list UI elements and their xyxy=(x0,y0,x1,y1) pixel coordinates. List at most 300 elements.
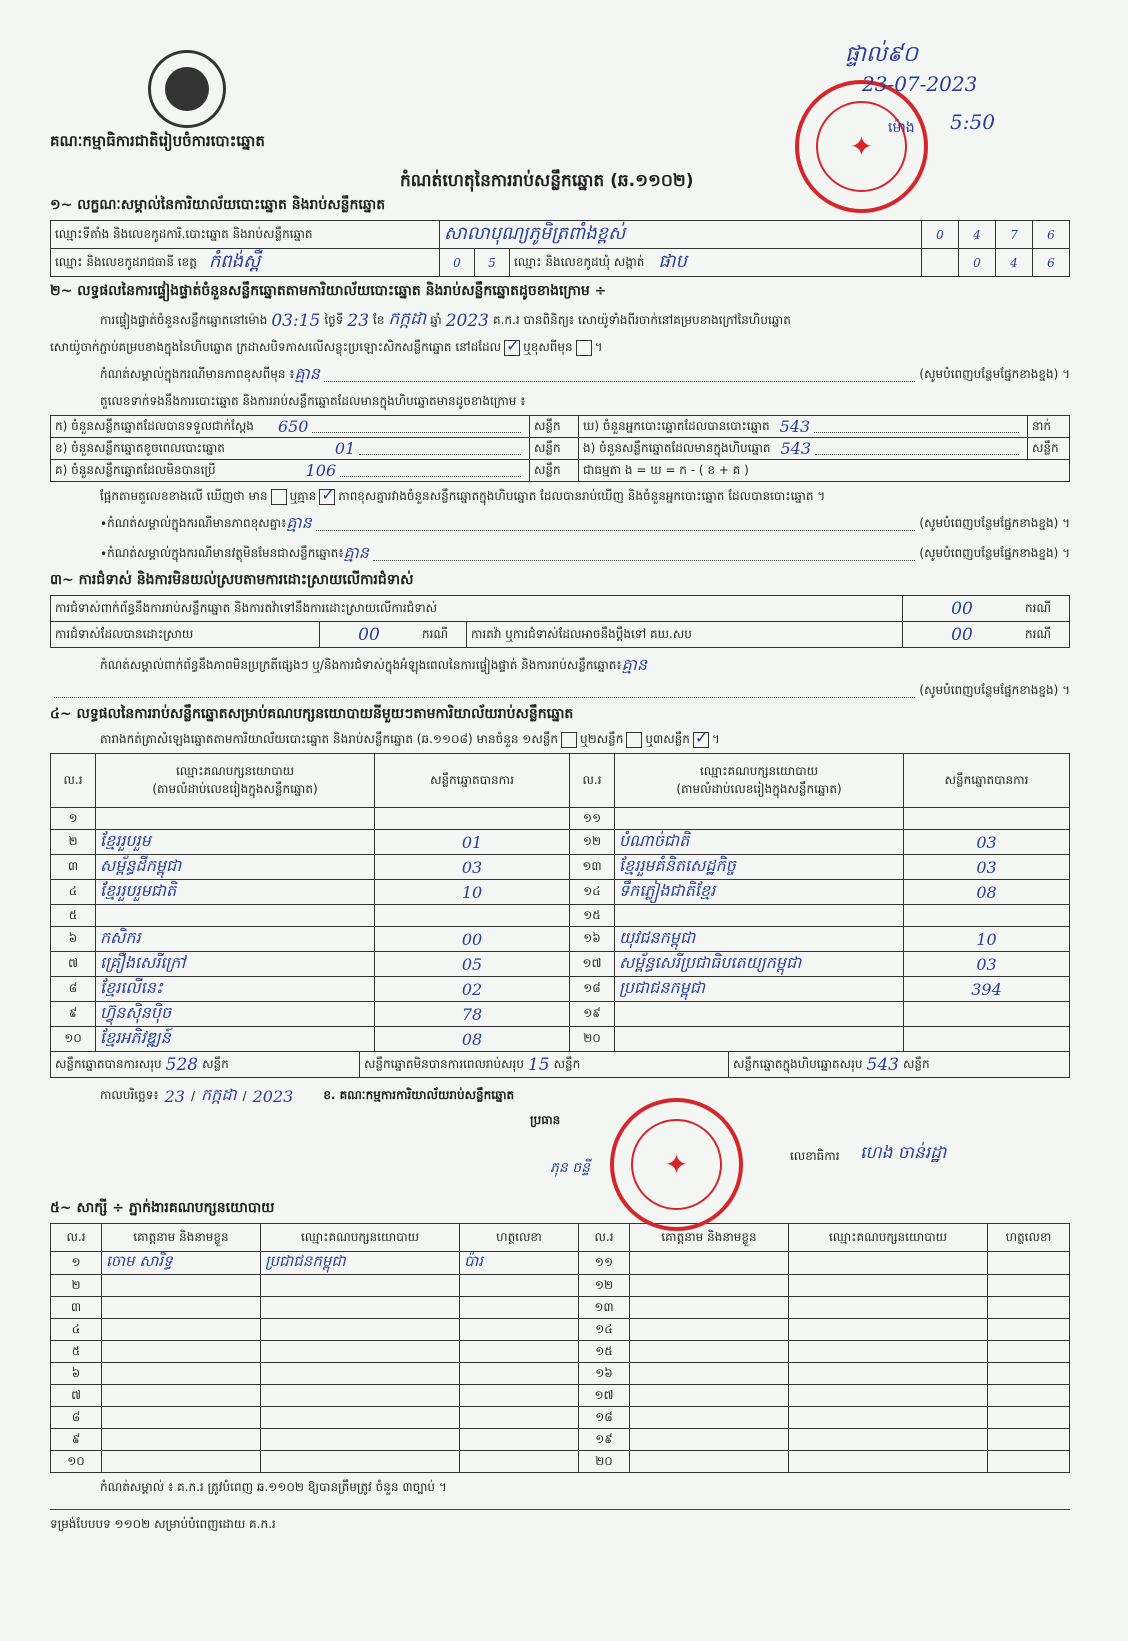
compare-text-end: ភាពខុសគ្នារវាងចំនួនសន្លឹកឆ្នោតក្នុងហិបឆ្នោត ដែលបានរាប់ឃើញ និងចំនួនអ្នកបោះឆ្នោត ដែលបានបោះឆ្នោត ។ xyxy=(338,489,826,503)
objection-value: 00 xyxy=(903,596,1022,622)
chair-name: ភុន ចន្ទី xyxy=(550,1160,590,1176)
party-name: ខ្មែររួមគំនិតសេដ្ឋកិច្ច xyxy=(615,855,904,880)
witness-name xyxy=(630,1363,789,1385)
party-no: ១០ xyxy=(51,1027,96,1052)
total-valid-value: 528 xyxy=(165,1054,199,1075)
verification-line xyxy=(50,308,1070,333)
diff-remark-label: កំណត់សម្គាល់ក្នុងករណីមានភាពខុសគ្នា៖ xyxy=(107,516,287,530)
table-row xyxy=(51,1252,1070,1275)
irregular-note-fill xyxy=(50,682,1070,700)
party-votes: 03 xyxy=(375,855,570,880)
figures-intro: តួលេខទាក់ទងនឹងការបោះឆ្នោត និងការរាប់សន្លឹកឆ្នោតដែលមានក្នុងហិបឆ្នោតមានដូចខាងក្រោម ៖ xyxy=(100,394,526,408)
signature-area xyxy=(50,1108,1070,1198)
party-no: ១៩ xyxy=(570,1002,615,1027)
witness-no: ៨ xyxy=(51,1407,102,1429)
table-row xyxy=(51,1385,1070,1407)
total-box-value: 543 xyxy=(866,1054,899,1075)
box-value: 543 xyxy=(780,439,812,458)
witness-party xyxy=(789,1451,988,1473)
witness-no: ១៥ xyxy=(579,1341,630,1363)
table-row xyxy=(51,808,1070,830)
stamp-emblem-icon: ✦ xyxy=(664,1148,689,1181)
appeal-value: 00 xyxy=(903,622,1022,648)
witness-signature xyxy=(460,1429,579,1451)
col-name: គោត្តនាម និងនាមខ្លួន xyxy=(102,1224,261,1252)
party-name xyxy=(96,808,375,830)
witness-party xyxy=(789,1275,988,1297)
witness-party xyxy=(261,1275,460,1297)
witness-no: ៧ xyxy=(51,1385,102,1407)
sign-date-line: កាលបរិច្ឆេទ៖ 23 / កក្កដា / 2023 ខ. គណៈកម្មការការិយាល័យរាប់សន្លឹកឆ្នោត xyxy=(50,1084,1070,1108)
total-valid-unit: សន្លឹក xyxy=(202,1056,229,1071)
diff-note-label: កំណត់សម្គាល់ក្នុងករណីមានភាពខុសពីមុន ៖ xyxy=(100,367,295,381)
committee-stamp xyxy=(610,1098,743,1231)
col-no: ល.រ xyxy=(570,754,615,808)
witness-no: ៩ xyxy=(51,1429,102,1451)
party-name: ខ្មែរលើនេះ xyxy=(96,977,375,1002)
party-name: ខ្មែរអភិវឌ្ឍន៍ xyxy=(96,1027,375,1052)
different-text: ឬខុសពីមុន xyxy=(523,340,573,354)
party-name: ខ្មែររួបរួម xyxy=(96,830,375,855)
witness-party xyxy=(261,1363,460,1385)
witness-signature xyxy=(988,1429,1070,1451)
party-no: ១ xyxy=(51,808,96,830)
witness-table xyxy=(50,1223,1070,1473)
table-row xyxy=(51,1451,1070,1473)
party-no: ១៥ xyxy=(570,905,615,927)
witness-party xyxy=(261,1385,460,1407)
col-no: ល.រ xyxy=(579,1224,630,1252)
location-code-digit: 4 xyxy=(959,221,996,249)
witness-no: ១២ xyxy=(579,1275,630,1297)
witness-no: ១ xyxy=(51,1252,102,1275)
table-row xyxy=(51,1363,1070,1385)
commune-value: ផាប xyxy=(658,251,687,272)
resolved-unit: ករណី xyxy=(418,622,467,648)
verification-day: 23 xyxy=(347,310,370,331)
witness-name xyxy=(102,1341,261,1363)
witness-name xyxy=(630,1429,789,1451)
party-name xyxy=(615,1002,904,1027)
one-sheet-checkbox[interactable] xyxy=(561,732,577,748)
appeal-unit: ករណី xyxy=(1021,622,1070,648)
witness-no: ១៣ xyxy=(579,1297,630,1319)
witness-party xyxy=(789,1297,988,1319)
seal-text: សោយ៉ូចាក់ភ្ជាប់គម្របខាងក្នុងនៃហិបឆ្នោត ក្រដាសបិទភាសលើសន្លុះប្រឡោះសិកសន្លឹកឆ្នោត នៅដដែល xyxy=(50,340,502,354)
party-name xyxy=(615,905,904,927)
total-box-unit: សន្លឹក xyxy=(902,1056,930,1071)
fill-hint: (សូមបំពេញបន្ថែមផ្នែកខាងខ្នង) ។ xyxy=(919,516,1070,530)
form-title: កំណត់ហេតុនៃការរាប់សន្លឹកឆ្នោត (ឆ.១១០២) xyxy=(400,171,694,191)
witness-signature xyxy=(460,1297,579,1319)
received-unit: សន្លឹក xyxy=(530,416,579,438)
witness-name: ចោម សារិទ្ធ xyxy=(102,1252,261,1275)
table-row xyxy=(51,977,1070,1002)
witness-name xyxy=(102,1451,261,1473)
party-no: ៧ xyxy=(51,952,96,977)
section2-heading: ២~ លទ្ធផលនៃការផ្ទៀងផ្ទាត់ចំនួនសន្លឹកឆ្នោតតាមការិយាល័យបោះឆ្នោត និងរាប់សន្លឹកឆ្នោតដូចខាងក្រោម ÷ xyxy=(50,283,607,299)
witness-signature xyxy=(460,1341,579,1363)
diff-note-line xyxy=(50,363,1070,387)
party-no: ១៨ xyxy=(570,977,615,1002)
table-row xyxy=(51,1319,1070,1341)
col-party-sub: (តាមលំដាប់លេខរៀងក្នុងសន្លឹកឆ្នោត) xyxy=(676,781,842,796)
party-no: ៦ xyxy=(51,927,96,952)
witness-party xyxy=(789,1363,988,1385)
spoiled-label: ខ) ចំនួនសន្លឹកឆ្នោតខូចពេលបោះឆ្នោត xyxy=(55,440,225,455)
no-diff-text: ឬគ្មាន xyxy=(289,489,317,503)
witness-name xyxy=(102,1429,261,1451)
objection-unit: ករណី xyxy=(1021,596,1070,622)
total-box-label: សន្លឹកឆ្នោតក្នុងហិបឆ្នោតសរុប xyxy=(733,1056,863,1071)
verification-year: 2023 xyxy=(445,310,489,331)
party-votes xyxy=(904,808,1070,830)
party-no: ៥ xyxy=(51,905,96,927)
total-invalid-value: 15 xyxy=(527,1054,550,1075)
witness-signature xyxy=(988,1297,1070,1319)
province-label: ឈ្មោះ និងលេខកូដរាជធានី ខេត្ត xyxy=(55,254,197,269)
party-votes: 03 xyxy=(904,830,1070,855)
witness-signature xyxy=(460,1451,579,1473)
party-votes xyxy=(375,905,570,927)
unused-value: 106 xyxy=(305,461,337,480)
province-value: កំពង់ស្ពឺ xyxy=(208,251,261,272)
party-no: ២ xyxy=(51,830,96,855)
witness-signature xyxy=(460,1275,579,1297)
party-name: បំណាច់ជាតិ xyxy=(615,830,904,855)
party-votes: 10 xyxy=(904,927,1070,952)
form-note: ទម្រង់បែបបទ ១១០២ សម្រាប់បំពេញដោយ គ.ក.រ xyxy=(50,1517,276,1531)
stamp-emblem-icon: ✦ xyxy=(849,130,874,163)
sheets-line xyxy=(50,731,1070,749)
verification-month: កក្កដា xyxy=(388,309,427,329)
province-code-digit: 5 xyxy=(475,249,510,277)
fill-hint: (សូមបំពេញបន្ថែមផ្នែកខាងខ្នង) ។ xyxy=(919,367,1070,381)
col-votes: សន្លឹកឆ្នោតបានការ xyxy=(904,754,1070,808)
col-party: ឈ្មោះគណបក្សនយោបាយ xyxy=(789,1224,988,1252)
section3-heading: ៣~ ការជំទាស់ និងការមិនយល់ស្របតាមការដោះស្រាយលើការជំទាស់ xyxy=(50,572,414,588)
commune-label: ឈ្មោះ និងលេខកូដឃុំ សង្កាត់ xyxy=(514,254,645,269)
diff-note-value: គ្មាន xyxy=(294,364,320,383)
witness-signature xyxy=(460,1407,579,1429)
witness-signature: ប៉ារ xyxy=(460,1252,579,1275)
col-party-sub: (តាមលំដាប់លេខរៀងក្នុងសន្លឹកឆ្នោត) xyxy=(152,781,318,796)
witness-name xyxy=(102,1297,261,1319)
witness-name xyxy=(630,1451,789,1473)
received-stamp-time: 5:50 xyxy=(950,110,995,134)
party-votes xyxy=(904,1027,1070,1052)
figures-table xyxy=(50,415,1070,482)
party-name xyxy=(615,808,904,830)
fill-hint: (សូមបំពេញបន្ថែមផ្នែកខាងខ្នង) ។ xyxy=(919,683,1070,697)
party-no: ៨ xyxy=(51,977,96,1002)
party-votes: 08 xyxy=(904,880,1070,905)
witness-no: ៣ xyxy=(51,1297,102,1319)
object-remark-label: កំណត់សម្គាល់ក្នុងករណីមានវត្ថុមិនមែនជាសន្លឹកឆ្នោត៖ xyxy=(107,546,344,560)
witness-no: ១៨ xyxy=(579,1407,630,1429)
voters-value: 543 xyxy=(779,417,811,436)
fill-hint: (សូមបំពេញបន្ថែមផ្នែកខាងខ្នង) ។ xyxy=(919,546,1070,560)
no-diff-checkbox[interactable] xyxy=(319,489,335,505)
witness-name xyxy=(102,1385,261,1407)
party-no: ១២ xyxy=(570,830,615,855)
diff-remark-value: គ្មាន xyxy=(286,513,312,532)
col-party xyxy=(615,754,904,808)
witness-name xyxy=(630,1252,789,1275)
witness-name xyxy=(630,1385,789,1407)
total-invalid-unit: សន្លឹក xyxy=(553,1056,581,1071)
party-name: គ្រឿងសេរីក្រៅ xyxy=(96,952,375,977)
witness-name xyxy=(630,1407,789,1429)
commune-code-digit: 4 xyxy=(996,249,1033,277)
witness-party xyxy=(261,1341,460,1363)
table-row xyxy=(51,952,1070,977)
section1-table xyxy=(50,220,1070,277)
sign-date-day: 23 xyxy=(164,1086,185,1106)
col-party: ឈ្មោះគណបក្សនយោបាយ xyxy=(261,1224,460,1252)
party-name xyxy=(615,1027,904,1052)
object-remark-line: • កំណត់សម្គាល់ក្នុងករណីមានវត្ថុមិនមែនជាសន្លឹកឆ្នោត៖ គ្មាន (សូមបំពេញបន្ថែមផ្នែកខាងខ្នង) ។ xyxy=(50,542,1070,566)
total-valid-label: សន្លឹកឆ្នោតបានការសរុប xyxy=(55,1056,162,1071)
col-sign: ហត្ថលេខា xyxy=(988,1224,1070,1252)
col-votes: សន្លឹកឆ្នោតបានការ xyxy=(375,754,570,808)
voters-unit: នាក់ xyxy=(1028,416,1070,438)
col-name: គោត្តនាម និងនាមខ្លួន xyxy=(630,1224,789,1252)
received-stamp xyxy=(795,80,928,213)
party-votes: 01 xyxy=(375,830,570,855)
witness-signature xyxy=(460,1319,579,1341)
witness-name xyxy=(630,1297,789,1319)
irregular-note-line xyxy=(50,654,1070,678)
party-name: ប្រជាជនកម្ពុជា xyxy=(615,977,904,1002)
witness-no: ១៧ xyxy=(579,1385,630,1407)
witness-party xyxy=(789,1429,988,1451)
objections-table xyxy=(50,595,1070,648)
witness-no: ១៩ xyxy=(579,1429,630,1451)
witness-name xyxy=(630,1275,789,1297)
party-name: ទឹកភ្លៀងជាតិខ្មែរ xyxy=(615,880,904,905)
commune-code-digit: 0 xyxy=(959,249,996,277)
received-stamp-date: 23-07-2023 xyxy=(862,72,978,96)
table-row xyxy=(51,1275,1070,1297)
party-votes: 394 xyxy=(904,977,1070,1002)
col-sign: ហត្ថលេខា xyxy=(460,1224,579,1252)
witness-name xyxy=(630,1319,789,1341)
object-remark-value: គ្មាន xyxy=(343,543,369,562)
witness-name xyxy=(630,1341,789,1363)
footnote: កំណត់សម្គាល់ ៖ គ.ក.រ ត្រូវបំពេញ ឆ.១១០២ ឱ្យបានត្រឹមត្រូវ ចំនួន ៣ច្បាប់ ។ xyxy=(100,1480,447,1494)
verification-month-label: ខែ xyxy=(373,312,385,327)
party-votes: 08 xyxy=(375,1027,570,1052)
witness-party xyxy=(789,1341,988,1363)
province-code-digit: 0 xyxy=(440,249,475,277)
witness-signature xyxy=(988,1341,1070,1363)
witness-name xyxy=(102,1319,261,1341)
witness-party xyxy=(789,1252,988,1275)
verification-time: 03:15 xyxy=(271,310,321,331)
party-no: ១៦ xyxy=(570,927,615,952)
secretary-label: លេខាធិការ xyxy=(790,1149,840,1163)
party-votes xyxy=(904,1002,1070,1027)
witness-no: ២ xyxy=(51,1275,102,1297)
party-name: ខ្មែររួបរួមជាតិ xyxy=(96,880,375,905)
party-votes xyxy=(375,808,570,830)
witness-signature xyxy=(460,1363,579,1385)
table-row xyxy=(51,1027,1070,1052)
col-no: ល.រ xyxy=(51,754,96,808)
commune-code-digit: 6 xyxy=(1033,249,1070,277)
received-value: 650 xyxy=(277,417,309,436)
received-stamp-number: ផ្ទាល់៩០ xyxy=(845,42,919,67)
totals-table xyxy=(50,1051,1070,1078)
witness-party xyxy=(789,1407,988,1429)
witness-party xyxy=(261,1451,460,1473)
verification-text-end: គ.ក.រ បានពិនិត្យ៖ សោយ៉ូទាំងពីរចាក់នៅគម្របខាងក្រៅនៃហិបឆ្នោត xyxy=(492,312,791,327)
table-row xyxy=(51,905,1070,927)
witness-no: ៤ xyxy=(51,1319,102,1341)
box-label: ង) ចំនួនសន្លឹកឆ្នោតដែលមានក្នុងហិបឆ្នោត xyxy=(583,440,771,455)
two-sheets-checkbox[interactable] xyxy=(626,732,642,748)
table-row xyxy=(51,830,1070,855)
formula: ជាធម្មតា ង = ឃ = ក - ( ខ + គ ) xyxy=(579,460,1070,482)
verification-day-label: ថ្ងៃទី xyxy=(324,312,344,327)
same-checkbox[interactable] xyxy=(504,340,520,356)
logo-emblem-icon xyxy=(165,67,209,111)
appeal-label: ការតវ៉ា ឬការជំទាស់ដែលអាចនឹងប្តឹងទៅ គឃ.សប xyxy=(467,622,903,648)
witness-signature xyxy=(988,1363,1070,1385)
sign-date-label: កាលបរិច្ឆេទ៖ xyxy=(100,1088,159,1102)
col-party xyxy=(96,754,375,808)
witness-no: ១០ xyxy=(51,1451,102,1473)
received-stamp-time-label: ម៉ោង xyxy=(888,120,915,136)
box-unit: សន្លឹក xyxy=(1028,438,1070,460)
witness-no: ១១ xyxy=(579,1252,630,1275)
witness-party xyxy=(789,1319,988,1341)
has-diff-checkbox[interactable] xyxy=(271,489,287,505)
section1-heading: ១~ លក្ខណៈសម្គាល់នៃការិយាល័យបោះឆ្នោត និងរាប់សន្លឹកឆ្នោត xyxy=(50,197,386,213)
seal-line-end: ។ xyxy=(594,340,603,354)
witness-name xyxy=(102,1407,261,1429)
received-label: ក) ចំនួនសន្លឹកឆ្នោតដែលបានទទួលជាក់ស្តែង xyxy=(55,418,254,433)
witness-no: ៥ xyxy=(51,1341,102,1363)
table-row xyxy=(51,927,1070,952)
witness-signature xyxy=(988,1385,1070,1407)
party-no: ២០ xyxy=(570,1027,615,1052)
objection-label: ការជំទាស់ពាក់ព័ន្ធនឹងការរាប់សន្លឹកឆ្នោត និងការតវ៉ាទៅនឹងការដោះស្រាយលើការជំទាស់ xyxy=(51,596,903,622)
party-votes: 03 xyxy=(904,952,1070,977)
committee-name: គណៈកម្មាធិការជាតិរៀបចំការបោះឆ្នោត xyxy=(50,132,265,150)
verification-text: ការផ្ទៀងផ្ទាត់ចំនួនសន្លឹកឆ្នោតនៅម៉ោង xyxy=(100,312,268,327)
compare-line xyxy=(50,488,1070,506)
witness-party xyxy=(261,1297,460,1319)
irregular-note-value: គ្មាន xyxy=(621,655,648,674)
three-sheets-checkbox[interactable] xyxy=(693,732,709,748)
section4-heading: ៤~ លទ្ធផលនៃការរាប់សន្លឹកឆ្នោតសម្រាប់គណបក្សនយោបាយនីមួយៗតាមការិយាល័យរាប់សន្លឹកឆ្នោត xyxy=(50,706,574,722)
col-no: ល.រ xyxy=(51,1224,102,1252)
sheets-text: តារាងកត់ត្រាសំឡេងឆ្នោតតាមការិយាល័យបោះឆ្នោត និងរាប់សន្លឹកឆ្នោត (ឆ.១១០៨) មានចំនួន ១សន្លឹក xyxy=(100,732,558,746)
location-code-digit: 0 xyxy=(922,221,959,249)
witness-signature xyxy=(988,1451,1070,1473)
witness-signature xyxy=(988,1319,1070,1341)
party-votes: 05 xyxy=(375,952,570,977)
party-votes xyxy=(904,905,1070,927)
table-row xyxy=(51,1002,1070,1027)
party-votes: 00 xyxy=(375,927,570,952)
chair-label: ប្រធាន xyxy=(530,1113,561,1127)
party-name: សម្ព័ន្ធសេរីប្រជាធិបតេយ្យកម្ពុជា xyxy=(615,952,904,977)
party-no: ៩ xyxy=(51,1002,96,1027)
witness-party xyxy=(261,1429,460,1451)
party-votes: 78 xyxy=(375,1002,570,1027)
party-name: កសិករ xyxy=(96,927,375,952)
voters-label: ឃ) ចំនួនអ្នកបោះឆ្នោតដែលបានបោះឆ្នោត xyxy=(583,418,770,433)
resolved-label: ការជំទាស់ដែលបានដោះស្រាយ xyxy=(51,622,320,648)
sign-date-month: កក្កដា xyxy=(201,1085,237,1104)
witness-signature xyxy=(988,1252,1070,1275)
party-name xyxy=(96,905,375,927)
party-name: ហ៊្វុនស៊ិនប៉ិច xyxy=(96,1002,375,1027)
party-no: ៣ xyxy=(51,855,96,880)
party-votes: 03 xyxy=(904,855,1070,880)
col-party-title: ឈ្មោះគណបក្សនយោបាយ xyxy=(175,763,295,778)
table-row xyxy=(51,1429,1070,1451)
witness-no: ៦ xyxy=(51,1363,102,1385)
location-value: សាលាបុណ្យភូមិត្រពាំងខ្ពស់ xyxy=(440,221,922,249)
witness-name xyxy=(102,1363,261,1385)
party-name: យុវជនកម្ពុជា xyxy=(615,927,904,952)
unused-unit: សន្លឹក xyxy=(530,460,579,482)
location-code-digit: 7 xyxy=(996,221,1033,249)
party-no: ១១ xyxy=(570,808,615,830)
table-row xyxy=(51,855,1070,880)
party-no: ១៣ xyxy=(570,855,615,880)
witness-no: ២០ xyxy=(579,1451,630,1473)
witness-no: ១៦ xyxy=(579,1363,630,1385)
party-votes: 02 xyxy=(375,977,570,1002)
spoiled-unit: សន្លឹក xyxy=(530,438,579,460)
witness-signature xyxy=(460,1385,579,1407)
different-checkbox[interactable] xyxy=(576,340,592,356)
witness-signature xyxy=(988,1407,1070,1429)
witness-name xyxy=(102,1275,261,1297)
table-row xyxy=(51,880,1070,905)
table-row xyxy=(51,1297,1070,1319)
nec-logo xyxy=(148,50,226,128)
party-name: សម្ព័ន្ធដីកម្ពុជា xyxy=(96,855,375,880)
table-row xyxy=(51,1341,1070,1363)
secretary-name: ហេង ចាន់រដ្ឋា xyxy=(860,1143,947,1163)
party-no: ៤ xyxy=(51,880,96,905)
location-code-digit: 6 xyxy=(1033,221,1070,249)
witness-party xyxy=(261,1407,460,1429)
witness-party xyxy=(261,1319,460,1341)
sign-date-year: 2023 xyxy=(252,1086,294,1106)
diff-remark-line: • កំណត់សម្គាល់ក្នុងករណីមានភាពខុសគ្នា៖ គ្មាន (សូមបំពេញបន្ថែមផ្នែកខាងខ្នង) ។ xyxy=(50,512,1070,536)
section5-heading: ៥~ សាក្សី ÷ ភ្នាក់ងារគណបក្សនយោបាយ xyxy=(50,1200,275,1216)
three-sheets-text: ឬ៣សន្លឹក xyxy=(645,732,690,746)
total-invalid-label: សន្លឹកឆ្នោតមិនបានការពេលរាប់សរុប xyxy=(364,1056,524,1071)
counting-committee: ខ. គណៈកម្មការការិយាល័យរាប់សន្លឹកឆ្នោត xyxy=(323,1088,515,1102)
party-no: ១៤ xyxy=(570,880,615,905)
sheets-line-end: ។ xyxy=(711,732,720,746)
party-votes: 10 xyxy=(375,880,570,905)
two-sheets-text: ឬ២សន្លឹក xyxy=(580,732,624,746)
results-table xyxy=(50,753,1070,1052)
verification-year-label: ឆ្នាំ xyxy=(430,312,442,327)
seal-line xyxy=(50,339,1070,357)
location-label: ឈ្មោះទីតាំង និងលេខកូដការិ.បោះឆ្នោត និងរាប់សន្លឹកឆ្នោត xyxy=(51,221,440,249)
resolved-value: 00 xyxy=(320,622,419,648)
